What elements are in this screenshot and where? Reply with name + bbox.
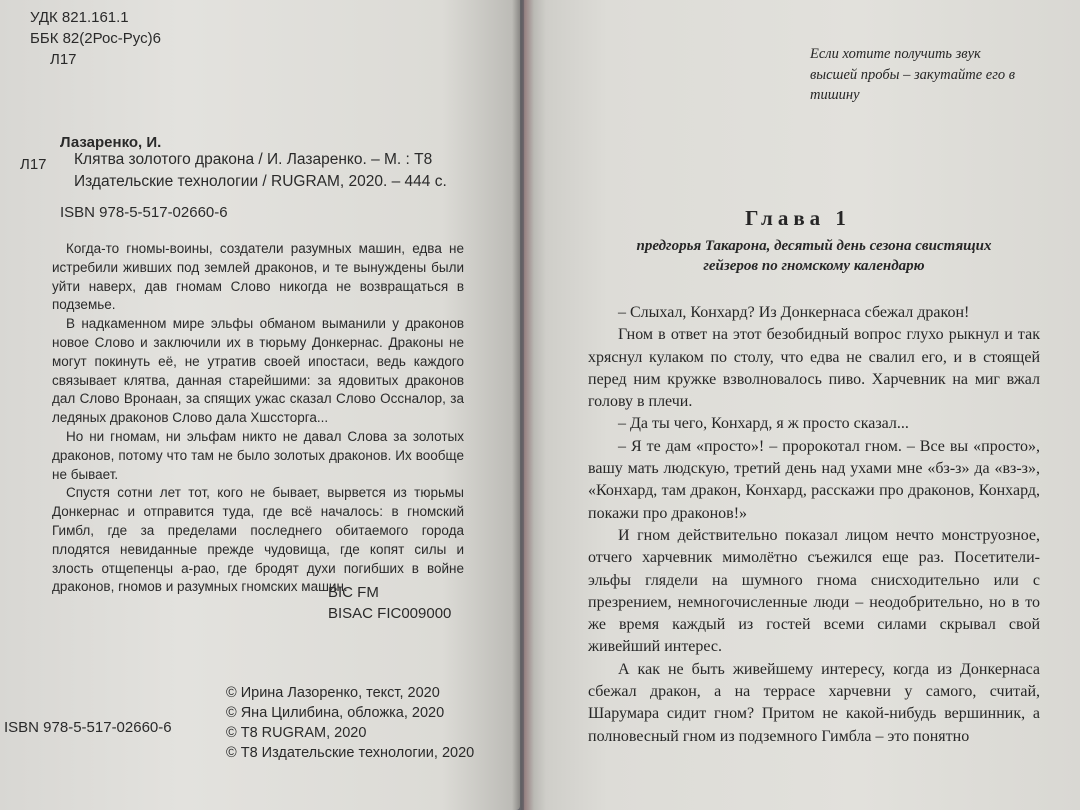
annotation-paragraph: Спустя сотни лет тот, кого не бывает, вырвется из тюрьмы Донкернас и отправится туда, где всё началось: в гномский Гимбл, где за пределами последнего обитаемого города плодятся невиданные прежде чудовища, где копят силы и злость отщепенцы а-рао, где бродят духи погибших в войне драконов, гномов и разумных гномских машин. — [52, 485, 464, 595]
copyright-line: © Т8 RUGRAM, 2020 — [226, 725, 367, 741]
author-name: Лазаренко, И. — [60, 134, 162, 151]
bisac-code: BISAC FIC009000 — [328, 605, 452, 622]
annotation — [52, 240, 464, 597]
body-paragraph: – Да ты чего, Конхард, я ж просто сказал... — [618, 415, 909, 433]
copyright-line: © Ирина Лазоренко, текст, 2020 — [226, 685, 440, 701]
classification-codes — [30, 7, 161, 70]
copyright-block — [226, 683, 474, 763]
udk-code: УДК 821.161.1 — [30, 9, 129, 26]
author-mark: Л17 — [50, 51, 77, 68]
body-paragraph: – Я те дам «просто»! – пророкотал гном. – Все вы «просто», вашу мать людскую, третий день над ухами мне «бз-з» да «вз-з», «Конхард, там дракон, Конхард, расскажи про драконов, Конхард, покажи про драконов!» — [588, 437, 1040, 522]
annotation-paragraph: Но ни гномам, ни эльфам никто не давал Слова за золотых драконов, потому что там не было золотых драконов. Их вообще не бывает. — [52, 428, 464, 482]
book-gutter — [512, 0, 534, 810]
body-paragraph: Гном в ответ на этот безобидный вопрос глухо рыкнул и так хряснул кулаком по столу, что едва не свалил его, и в стоящей перед ним кружке взволновалось пиво. Харчевник на миг вжал голову в плечи. — [588, 326, 1040, 411]
bbk-code: ББК 82(2Рос-Рус)6 — [30, 30, 161, 47]
author-mark-margin: Л17 — [20, 156, 47, 173]
bibliographic-citation: Клятва золотого дракона / И. Лазаренко. – М. : Т8 Издательские технологии / RUGRAM, 2020. – 444 с. — [74, 151, 447, 190]
isbn-top: ISBN 978-5-517-02660-6 — [60, 204, 228, 221]
chapter-subtitle: предгорья Такарона, десятый день сезона свистящих гейзеров по гномскому календарю — [636, 238, 992, 274]
copyright-line: © Т8 Издательские технологии, 2020 — [226, 745, 475, 761]
chapter-body — [588, 302, 1040, 748]
body-paragraph: – Слыхал, Конхард? Из Донкернаса сбежал дракон! — [618, 304, 970, 321]
body-paragraph: А как не быть живейшему интересу, когда из Донкернаса сбежал дракон, а на террасе харчевни у самого, считай, Шарумара сидит гном? Притом не какой-нибудь вершинник, а полновесный гном из подземного Гимбла – это понятно — [588, 660, 1040, 745]
annotation-paragraph: Когда-то гномы-воины, создатели разумных машин, едва не истребили живших под землей драконов, и те вынуждены были уйти наверх, дав гномам Слово никогда не возвращаться в подземье. — [52, 241, 464, 313]
copyright-line: © Яна Цилибина, обложка, 2020 — [226, 705, 445, 721]
chapter-title: Глава 1 — [745, 206, 851, 230]
epigraph: Если хотите получить звук высшей пробы – закутайте его в тишину — [810, 46, 1016, 103]
body-paragraph: И гном действительно показал лицом нечто монструозное, отчего харчевник мимолётно съежился еще раз. Посетители-эльфы глядели на шумного гнома снисходительно или с презрением, немногочисленные люди – неодобрительно, но в то же время каждый из гостей всеми силами скрывал свой живейший интерес. — [588, 526, 1040, 656]
annotation-paragraph: В надкаменном мире эльфы обманом выманили у драконов новое Слово и заключили их в тюрьму Донкернас. Драконы не могут покинуть её, не утратив своей ипостаси, ведь каждого связывает клятва, данная старейшими: за ядовитых драконов дал Слово Вронаан, за спящих ужас сказал Слово Оссналор, за ледяных драконов Слово дала Хшссторга... — [52, 316, 464, 426]
bic-code: BIC FM — [328, 584, 379, 601]
subject-codes — [328, 582, 451, 624]
isbn-bottom: ISBN 978-5-517-02660-6 — [4, 719, 172, 736]
